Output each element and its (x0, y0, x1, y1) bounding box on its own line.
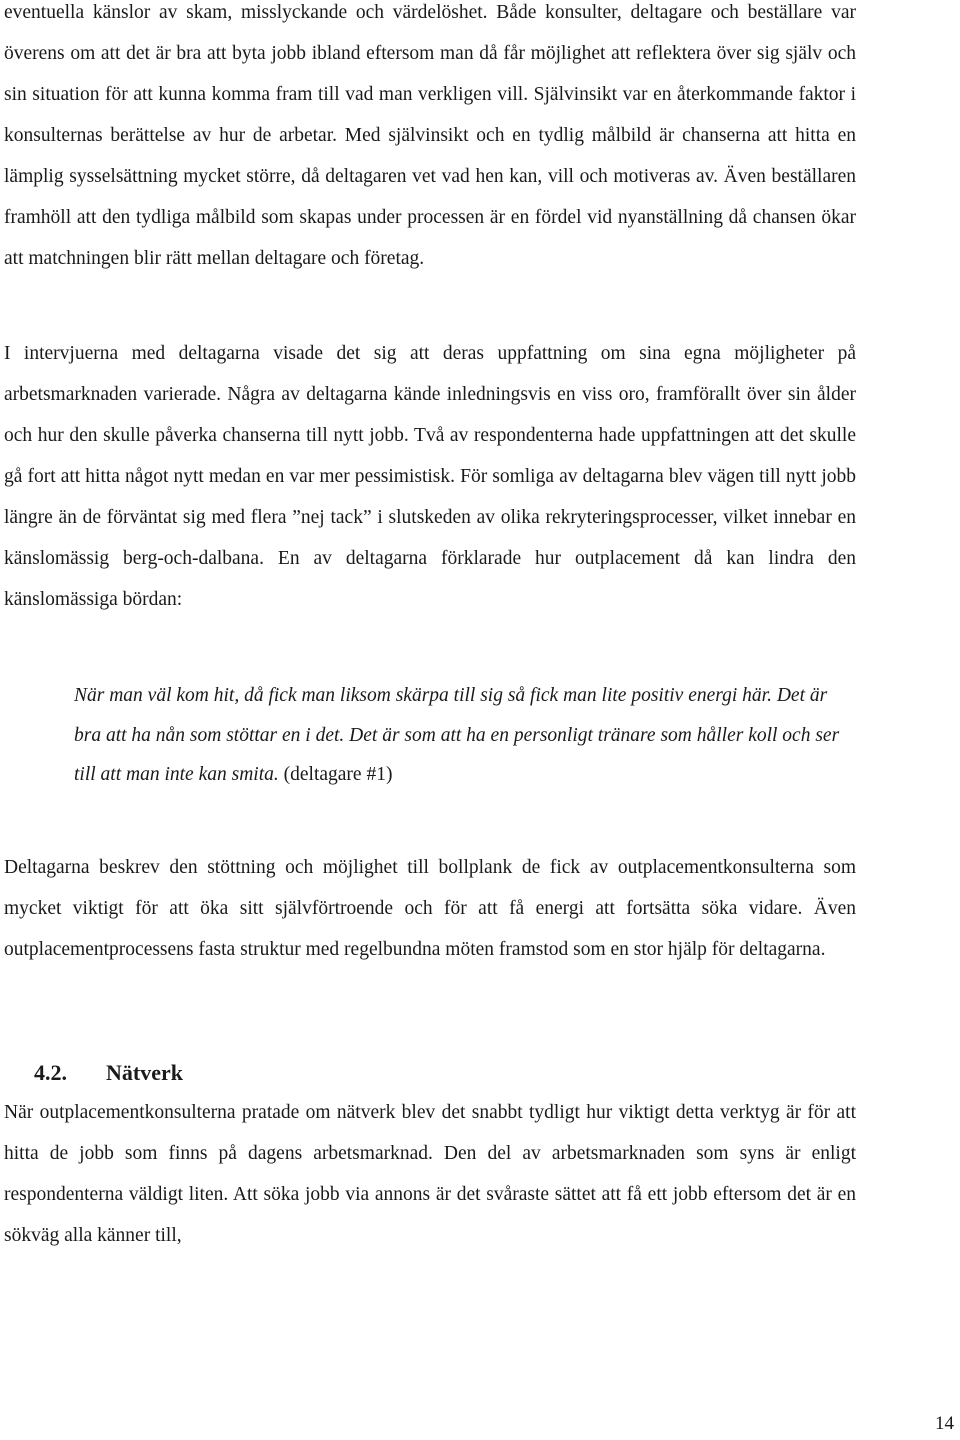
section-title: Nätverk (106, 1059, 183, 1085)
body-paragraph-4: När outplacementkonsulterna pratade om nätverk blev det snabbt tydligt hur viktigt detta verktyg är för att hitta de jobb som finns på dagens arbetsmarknad. Den del av arbetsmarknaden som syns är enligt respondenterna väldigt liten. Att söka jobb via annons är det svåraste sättet att få ett jobb eftersom det är en sökväg alla känner till, (4, 1101, 856, 1246)
body-paragraph-1: eventuella känslor av skam, misslyckande och värdelöshet. Både konsulter, deltagare och beställare var överens om att det är bra att byta jobb ibland eftersom man då får möjlighet att reflektera över sig själv och sin situation för att kunna komma fram till vad man verkligen vill. Självinsikt var en återkommande faktor i konsulternas berättelse av hur de arbetar. Med självinsikt och en tydlig målbild är chanserna att hitta en lämplig sysselsättning mycket större, då deltagaren vet vad hen kan, vill och motiveras av. Även beställaren framhöll att den tydliga målbild som skapas under processen är en fördel vid nyanställning då chansen ökar att matchningen blir rätt mellan deltagare och företag. (4, 2, 856, 269)
quote-text: När man väl kom hit, då fick man liksom skärpa till sig så fick man lite positiv energi här. Det är bra att ha nån som stöttar en i det. Det är som att ha en personligt tränare som håller koll och ser till att man inte kan smita. (74, 685, 840, 785)
body-paragraph-2: I intervjuerna med deltagarna visade det sig att deras uppfattning om sina egna möjligheter på arbetsmarknaden varierade. Några av deltagarna kände inledningsvis en viss oro, framförallt över sin ålder och hur den skulle påverka chanserna till nytt jobb. Två av respondenterna hade uppfattningen att det skulle gå fort att hitta något nytt medan en var mer pessimistisk. För somliga av deltagarna blev vägen till nytt jobb längre än de förväntat sig med flera ”nej tack” i slutskeden av olika rekryteringsprocesser, vilket innebar en känslomässig berg-och-dalbana. En av deltagarna förklarade hur outplacement då kan lindra den känslomässiga bördan: (4, 343, 856, 610)
document-page (4, 0, 856, 1256)
block-quote (74, 676, 856, 795)
quote-attribution: (deltagare #1) (283, 764, 393, 785)
section-heading (34, 1052, 856, 1093)
body-paragraph-3: Deltagarna beskrev den stöttning och möjlighet till bollplank de fick av outplacementkonsulterna som mycket viktigt för att öka sitt självförtroende och för att få energi att fortsätta söka vidare. Även outplacementprocessens fasta struktur med regelbundna möten framstod som en stor hjälp för deltagarna. (4, 856, 856, 960)
section-number: 4.2. (34, 1059, 67, 1085)
page-number: 14 (935, 1413, 954, 1434)
